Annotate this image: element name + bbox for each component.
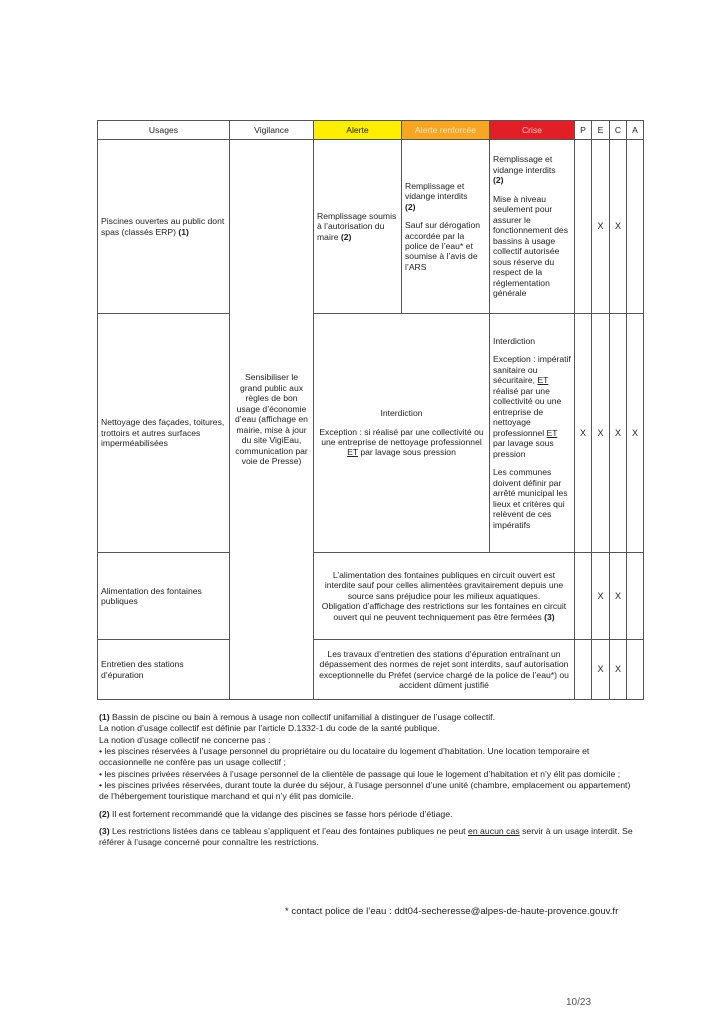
mark-c: X: [610, 314, 627, 553]
mark-e: X: [592, 140, 610, 314]
footnotes: [99, 712, 639, 848]
alerte-cell: [314, 140, 402, 314]
fontaines-merged-cell: [314, 553, 575, 640]
table-header-row: [98, 121, 644, 140]
crise-cell: [490, 314, 575, 553]
mark-c: X: [610, 140, 627, 314]
usage-cell: [98, 140, 230, 314]
mark-e: X: [592, 640, 610, 700]
note-2: (2) Il est fortement recommandé que la vidange des piscines se fasse hors période d’étiage.: [99, 808, 453, 819]
footnote-ref: (2): [405, 201, 416, 212]
mark-a: [627, 640, 644, 700]
exception-text: Exception : si réalisé par une collectivité ou une entreprise de nettoyage professionnel ET par lavage sous pression: [319, 426, 484, 458]
stations-merged-cell: Les travaux d’entretien des stations d’épuration entraînant un dépassement des normes de rejet sont interdits, sauf autorisation exceptionnelle du Préfet (service chargé de la police de l’eau*) ou accident dûment justifié: [314, 640, 575, 700]
mark-p: [575, 640, 592, 700]
page-number: 10/23: [566, 997, 592, 1008]
crise-text-1: Remplissage et vidange interdits: [493, 154, 556, 175]
interdiction-title: Interdiction: [380, 408, 423, 419]
mark-a: X: [627, 314, 644, 553]
note-1-bullet-2: • les piscines privées réservées à l’usage personnel de la clientèle de passage qui loue le logement d’habitation et n’y élit pas domicile ;: [99, 768, 621, 779]
mark-c: X: [610, 640, 627, 700]
interdiction-title: Interdiction: [493, 335, 536, 346]
mark-e: X: [592, 553, 610, 640]
note-3: (3) Les restrictions listées dans ce tableau s’appliquent et l’eau des fontaines publiques ne peut en aucun cas servir à un usage interdit. Se référer à l’usage concerné pour connaître les restrictions.: [99, 825, 633, 848]
usage-cell: Entretien des stations d’épuration: [98, 640, 230, 700]
mark-a: [627, 140, 644, 314]
mark-a: [627, 553, 644, 640]
mark-p: [575, 140, 592, 314]
vigilance-cell: Sensibiliser le grand public aux règles de bon usage d’économie d’eau (affichage en mairie, mise à jour du site VigiEau, communication par voie de Presse): [230, 140, 314, 700]
fontaines-text-1: L’alimentation des fontaines publiques en circuit ouvert est interdite sauf pour celles alimentées gravitairement depuis une source sans préjudice pour les milieux aquatiques.: [324, 569, 564, 601]
header-crise: Crise: [490, 121, 575, 140]
usage-label: Piscines ouvertes au public dont spas (classés ERP): [101, 216, 225, 237]
alerte-renforcee-cell: [402, 140, 490, 314]
note-1-bullet-3: • les piscines privées réservées, durant toute la durée du séjour, à l’usage personnel d’une unité (chambre, emplacement ou appartement) de l’hébergement touristique marchand et qui n’y élit pas domicile.: [99, 779, 631, 802]
crise-exception-text: Exception : impératif sanitaire ou sécuritaire, ET réalisé par une collectivité ou une entreprise de nettoyage professionnel ET par lavage sous pression: [493, 354, 571, 459]
table-row-fontaines: [98, 553, 644, 640]
contact-line: * contact police de l’eau : ddt04-secheresse@alpes-de-haute-provence.gouv.fr: [285, 906, 619, 917]
header-a: A: [627, 121, 644, 140]
footnote-ref: (2): [340, 231, 352, 242]
alerte-merged-cell: [314, 314, 490, 553]
mark-p: [575, 553, 592, 640]
table-row-piscines: [98, 140, 644, 314]
table-row-nettoyage: [98, 314, 644, 553]
crise-text-2: Mise à niveau seulement pour assurer le fonctionnement des bassins à usage collectif autorisée sous réserve du respect de la réglementation générale: [493, 193, 569, 299]
mark-c: X: [610, 553, 627, 640]
alerte-text: Remplissage soumis à l’autorisation du maire: [317, 210, 397, 242]
crise-communes-text: Les communes doivent définir par arrêté municipal les lieux et critères qui relèvent de ces impératifs: [493, 467, 568, 530]
renf-text-2: Sauf sur dérogation accordée par la police de l’eau* et soumise à l’avis de l’ARS: [405, 220, 481, 272]
footnote-ref: (2): [493, 175, 504, 186]
restrictions-table: [97, 120, 644, 700]
mark-p: X: [575, 314, 592, 553]
header-usages: Usages: [98, 121, 230, 140]
header-p: P: [575, 121, 592, 140]
table-row-stations: [98, 640, 644, 700]
renf-text-1: Remplissage et vidange interdits: [405, 180, 468, 202]
usage-cell: Nettoyage des façades, toitures, trottoirs et autres surfaces imperméabilisées: [98, 314, 230, 553]
usage-cell: Alimentation des fontaines publiques: [98, 553, 230, 640]
header-vigilance: Vigilance: [230, 121, 314, 140]
note-1-line-2: La notion d’usage collectif est définie par l’article D.1332-1 du code de la santé publique.: [99, 723, 440, 734]
mark-e: X: [592, 314, 610, 553]
header-c: C: [610, 121, 627, 140]
header-alerte: Alerte: [314, 121, 402, 140]
note-1-bullet-1: • les piscines réservées à l’usage personnel du propriétaire ou du locataire du logement d’habitation. Une location temporaire et occasionnelle ne confère pas un usage collectif ;: [99, 745, 590, 768]
footnote-ref: (1): [178, 226, 189, 237]
header-alerte-renforcee: Alerte renforcée: [402, 121, 490, 140]
fontaines-text-2: Obligation d’affichage des restrictions sur les fontaines en circuit ouvert qui ne peuvent techniquement pas être fermées (3): [321, 601, 567, 622]
header-e: E: [592, 121, 610, 140]
note-1: (1) Bassin de piscine ou bain à remous à usage non collectif unifamilial à distinguer de l’usage collectif.: [99, 712, 495, 722]
crise-cell: [490, 140, 575, 314]
note-1-line-3: La notion d’usage collectif ne concerne pas :: [99, 734, 271, 745]
